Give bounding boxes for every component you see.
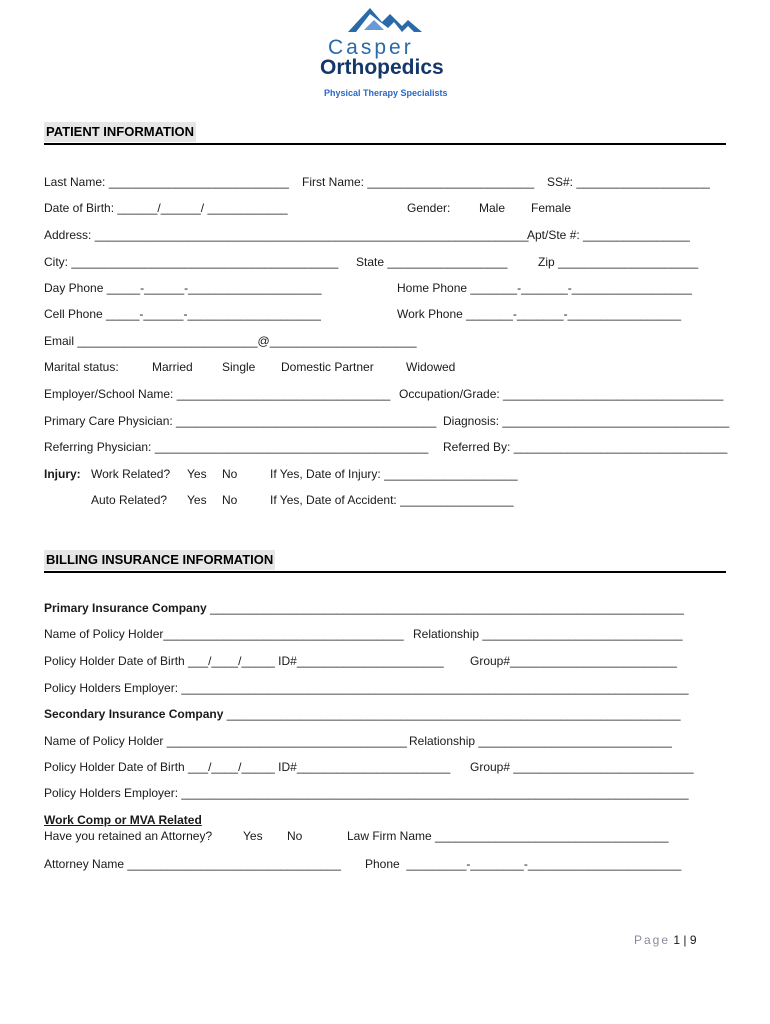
injury-label: Injury: [44,467,81,481]
cell-phone-field[interactable]: Cell Phone _____-______-____________________ [44,307,321,321]
primary-insurance-row[interactable] [44,601,684,615]
work-phone-field[interactable]: Work Phone _______-_______-_________________ [397,307,682,321]
marital-single-option[interactable]: Single [222,360,256,374]
occupation-field[interactable]: Occupation/Grade: _________________________________ [399,387,724,401]
state-field[interactable]: State __________________ [356,255,508,269]
section-divider [44,571,726,573]
gender-female-option[interactable]: Female [531,201,572,215]
address-field[interactable]: Address: _________________________________________________________________ [44,228,529,242]
secondary-insurance-label: Secondary Insurance Company [44,707,224,721]
referring-physician-field[interactable]: Referring Physician: _________________________________________ [44,440,429,454]
policy-holder-dob-id-field[interactable]: Policy Holder Date of Birth ___/____/_____ ID#_______________________ [44,760,451,774]
date-of-accident-field[interactable]: If Yes, Date of Accident: _________________ [270,493,514,507]
auto-related-label: Auto Related? [91,493,168,507]
policy-holder-employer-field[interactable]: Policy Holders Employer: ____________________________________________________________________________ [44,786,689,800]
group-field[interactable]: Group#_________________________ [470,654,677,668]
gender-male-option[interactable]: Male [479,201,506,215]
attorney-no-option[interactable]: No [287,829,303,843]
policy-holder-name-field[interactable]: Name of Policy Holder____________________________________ [44,627,404,641]
attorney-phone-field[interactable]: Phone _________-________-_______________________ [365,857,682,871]
email-field[interactable]: Email ___________________________@______________________ [44,334,417,348]
group-field[interactable]: Group# ___________________________ [470,760,694,774]
employer-field[interactable]: Employer/School Name: ________________________________ [44,387,391,401]
marital-married-option[interactable]: Married [152,360,193,374]
referred-by-field[interactable]: Referred By: ________________________________ [443,440,728,454]
logo-line2: Orthopedics [320,56,444,79]
page-number [634,933,697,947]
marital-domestic-option[interactable]: Domestic Partner [281,360,374,374]
policy-holder-employer-field[interactable]: Policy Holders Employer: ____________________________________________________________________________ [44,681,689,695]
attorney-yes-option[interactable]: Yes [243,829,263,843]
mountain-logo-icon [344,4,424,36]
primary-insurance-label: Primary Insurance Company [44,601,207,615]
first-name-field[interactable]: First Name: _________________________ [302,175,535,189]
relationship-field[interactable]: Relationship ______________________________ [413,627,683,641]
zip-field[interactable]: Zip _____________________ [538,255,699,269]
apt-field[interactable]: Apt/Ste #: ________________ [527,228,690,242]
marital-widowed-option[interactable]: Widowed [406,360,456,374]
policy-holder-dob-id-field[interactable]: Policy Holder Date of Birth ___/____/_____ ID#______________________ [44,654,444,668]
ssn-field[interactable]: SS#: ____________________ [547,175,710,189]
company-logo [310,4,460,104]
dob-field[interactable]: Date of Birth: ______/______/ ____________ [44,201,288,215]
patient-section-heading: PATIENT INFORMATION [44,122,196,142]
day-phone-field[interactable]: Day Phone _____-______-____________________ [44,281,322,295]
gender-label: Gender: [407,201,451,215]
attorney-name-field[interactable]: Attorney Name ________________________________ [44,857,341,871]
logo-tagline: Physical Therapy Specialists [324,88,448,98]
primary-insurance-line[interactable]: _______________________________________________________________________ [206,601,684,615]
home-phone-field[interactable]: Home Phone _______-_______-__________________ [397,281,692,295]
secondary-insurance-row[interactable] [44,707,681,721]
secondary-insurance-line[interactable]: ____________________________________________________________________ [223,707,681,721]
marital-status-label: Marital status: [44,360,119,374]
diagnosis-field[interactable]: Diagnosis: __________________________________ [443,414,730,428]
page-count: 1 | 9 [673,933,697,947]
auto-related-yes-option[interactable]: Yes [187,493,207,507]
pcp-field[interactable]: Primary Care Physician: _______________________________________ [44,414,437,428]
last-name-field[interactable]: Last Name: ___________________________ [44,175,289,189]
billing-section-heading: BILLING INSURANCE INFORMATION [44,550,275,570]
page-word: Page [634,933,671,947]
date-of-injury-field[interactable]: If Yes, Date of Injury: ____________________ [270,467,518,481]
law-firm-field[interactable]: Law Firm Name ___________________________________ [347,829,669,843]
city-field[interactable]: City: ________________________________________ [44,255,339,269]
attorney-retained-label: Have you retained an Attorney? [44,829,213,843]
work-related-no-option[interactable]: No [222,467,238,481]
section-divider [44,143,726,145]
relationship-field[interactable]: Relationship _____________________________ [409,734,672,748]
work-related-label: Work Related? [91,467,171,481]
work-related-yes-option[interactable]: Yes [187,467,207,481]
policy-holder-name-field[interactable]: Name of Policy Holder ____________________________________ [44,734,407,748]
logo-line1: Casper [328,36,414,59]
auto-related-no-option[interactable]: No [222,493,238,507]
work-comp-heading: Work Comp or MVA Related [44,813,202,827]
